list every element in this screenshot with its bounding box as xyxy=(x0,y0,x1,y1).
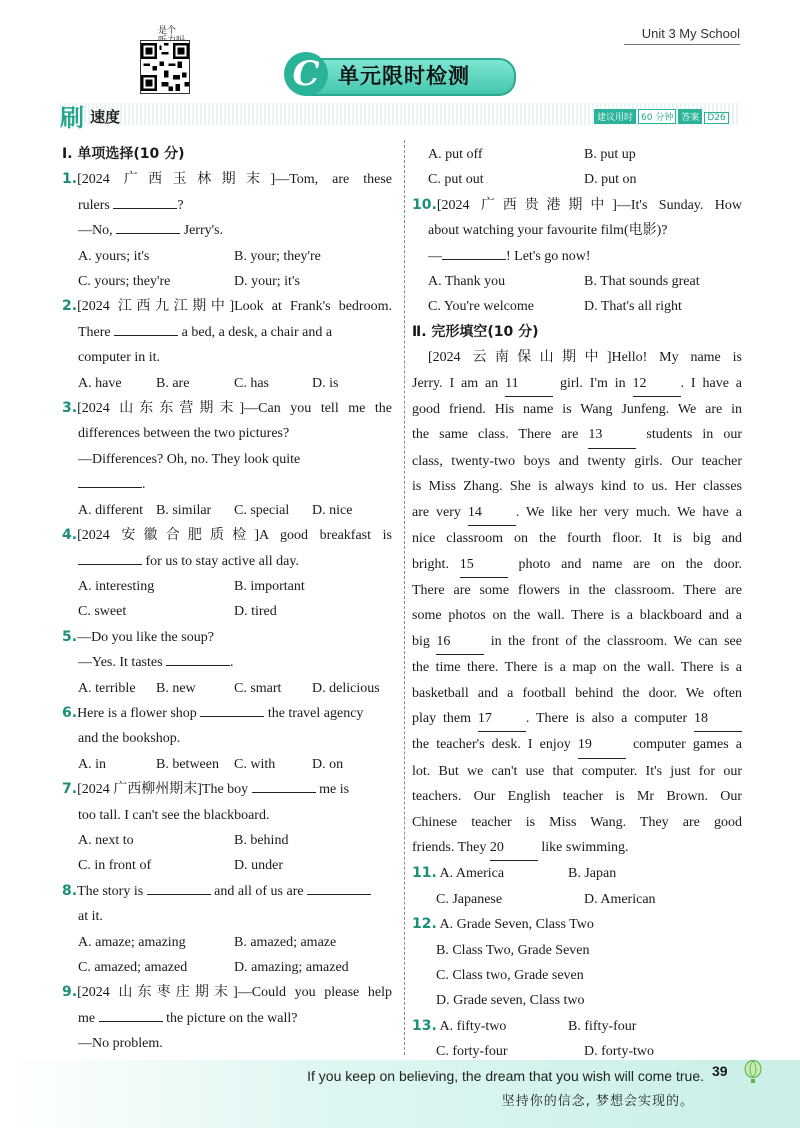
option-a[interactable]: A. in xyxy=(78,756,106,772)
question-7 xyxy=(62,777,392,879)
left-column xyxy=(62,142,392,1057)
question-8 xyxy=(62,879,392,981)
option-d[interactable]: D. under xyxy=(234,858,283,874)
passage-line xyxy=(412,784,742,809)
option-d[interactable]: D. amazing; amazed xyxy=(234,960,349,975)
passage-text: . We like her very much. We have a xyxy=(515,504,742,520)
question-text: —Differences? Oh, no. They look quite xyxy=(78,451,301,467)
option-c[interactable]: C. amazed; amazed xyxy=(78,960,188,975)
passage-line xyxy=(412,578,742,603)
question-text: . xyxy=(230,655,234,671)
option-d[interactable]: D. on xyxy=(312,756,344,772)
passage-line xyxy=(412,629,742,655)
option-b[interactable]: B. behind xyxy=(234,832,289,848)
option-b[interactable]: B. fifty-four xyxy=(568,1018,637,1034)
cloze-blank[interactable]: 19 xyxy=(578,732,626,758)
question-6 xyxy=(62,701,392,777)
answer-blank[interactable] xyxy=(113,194,177,209)
balloon-icon xyxy=(744,1060,762,1084)
option-a[interactable]: A. next to xyxy=(78,832,134,848)
option-b[interactable]: B. put up xyxy=(584,147,636,162)
question-2 xyxy=(62,294,392,396)
question-number: 6. xyxy=(62,704,78,721)
passage-line xyxy=(412,603,742,628)
option-d[interactable]: D. forty-two xyxy=(584,1044,654,1060)
option-d[interactable]: D. Grade seven, Class two xyxy=(436,993,585,1009)
answer-blank[interactable] xyxy=(78,473,142,488)
question-text: about watching your favourite film(电影)? xyxy=(428,223,668,239)
page-number: 39 xyxy=(712,1063,728,1079)
passage-text: . There is also a computer xyxy=(525,710,694,726)
passage-text: students in our xyxy=(636,427,742,443)
passage-text: big xyxy=(412,633,437,649)
page-title: 单元限时检测 xyxy=(338,64,470,88)
answer-blank[interactable] xyxy=(166,651,230,666)
passage-text: class, twenty-two boys and twenty girls. Our teacher xyxy=(412,453,742,469)
option-c[interactable]: C. yours; they're xyxy=(78,274,171,290)
unit-label: Unit 3 My School xyxy=(641,26,740,41)
passage-line xyxy=(412,371,742,397)
answer-blank[interactable] xyxy=(78,550,142,565)
question-text: —Yes. It tastes xyxy=(78,655,167,671)
footer-quote-en: If you keep on believing, the dream that you wish will come true. xyxy=(307,1068,704,1084)
passage-line xyxy=(412,759,742,784)
passage-line xyxy=(412,732,742,758)
qr-code-icon[interactable] xyxy=(140,40,190,94)
option-d[interactable]: D. nice xyxy=(312,502,353,518)
cloze-blank[interactable]: 13 xyxy=(588,422,636,448)
passage-text: are very xyxy=(412,504,468,520)
question-text: computer in it. xyxy=(78,350,161,366)
answer-blank[interactable] xyxy=(200,702,264,717)
passage-text: is Miss Zhang. She is always kind to us. Her classes xyxy=(412,479,742,495)
option-c[interactable]: C. special xyxy=(234,502,290,518)
speed-label-big: 刷 xyxy=(60,104,84,132)
option-b[interactable]: B. important xyxy=(234,578,305,594)
qr-caption-line: 是个 xyxy=(158,26,177,36)
option-d[interactable]: D. delicious xyxy=(312,680,380,696)
option-c[interactable]: C. You're welcome xyxy=(428,299,534,315)
section-heading: Ⅰ. 单项选择(10 分) xyxy=(62,146,185,162)
option-d[interactable]: D. is xyxy=(312,375,339,391)
question-text: ! Let's go now! xyxy=(506,248,591,264)
option-c[interactable]: C. Class two, Grade seven xyxy=(436,968,584,983)
answer-blank[interactable] xyxy=(99,1007,163,1022)
passage-text: . I have a xyxy=(680,375,743,391)
option-a[interactable]: A. put off xyxy=(428,147,483,162)
passage-text: the time there. There is a map on the wall. There is a xyxy=(412,660,742,676)
question-text: Jerry's. xyxy=(180,223,224,239)
passage-text: computer games a xyxy=(625,737,742,753)
cloze-blank[interactable]: 18 xyxy=(694,706,742,732)
right-column xyxy=(412,142,742,1065)
passage-text: play them xyxy=(412,710,478,726)
question-text: differences between the two pictures? xyxy=(78,426,290,442)
passage-line xyxy=(412,681,742,706)
option-c[interactable]: C. with xyxy=(234,756,276,772)
question-text: ? xyxy=(177,197,184,213)
option-d[interactable]: D. American xyxy=(584,891,656,907)
option-b[interactable]: B. amazed; amaze xyxy=(234,934,337,950)
passage-text: bright. xyxy=(412,556,460,572)
answer-blank[interactable] xyxy=(252,778,316,793)
cloze-blank[interactable]: 15 xyxy=(460,552,508,578)
passage-line xyxy=(412,449,742,474)
option-b[interactable]: B. new xyxy=(156,680,196,696)
passage-text: basketball and a football behind the door. We often xyxy=(412,685,742,701)
cloze-blank[interactable]: 14 xyxy=(468,500,516,526)
passage-text: lot. But we can't use that computer. It's just for our xyxy=(412,763,742,779)
question-text: too tall. I can't see the blackboard. xyxy=(78,807,270,823)
question-12 xyxy=(412,912,742,1014)
passage-line xyxy=(412,706,742,732)
question-text: — xyxy=(428,248,442,264)
option-b[interactable]: B. your; they're xyxy=(234,248,321,264)
question-text: me xyxy=(78,1010,99,1026)
option-b[interactable]: B. Japan xyxy=(568,866,617,882)
option-d[interactable]: D. put on xyxy=(584,172,637,188)
question-text: [2024 广西贵港期中]—It's Sunday. How xyxy=(436,197,742,213)
passage-text: in the front of the classroom. We can see xyxy=(484,633,742,649)
question-number: 10. xyxy=(412,196,437,213)
cloze-blank[interactable]: 17 xyxy=(478,706,526,732)
option-a[interactable]: A. different xyxy=(78,502,144,518)
cloze-blank[interactable]: 12 xyxy=(633,371,681,397)
option-d[interactable]: D. That's all right xyxy=(584,299,682,315)
passage-line xyxy=(412,526,742,551)
footer-quote-cn: 坚持你的信念, 梦想会实现的。 xyxy=(501,1094,694,1109)
question-text: for us to stay active all day. xyxy=(142,553,299,569)
passage-text: some photos on the wall. There is a blackboard and a xyxy=(412,608,742,624)
question-text: a bed, a desk, a chair and a xyxy=(178,324,333,340)
question-4 xyxy=(62,523,392,625)
question-text: at it. xyxy=(78,909,103,925)
question-text: [2024 安徽合肥质检]A good breakfast is xyxy=(77,528,392,544)
question-number: 1. xyxy=(62,171,78,188)
question-text: There xyxy=(78,324,115,340)
passage-text: There are some flowers in the classroom. There are xyxy=(412,582,742,598)
question-text: [2024 江西九江期中]Look at Frank's bedroom. xyxy=(77,299,392,315)
question-number: 9. xyxy=(62,984,78,1001)
header-divider xyxy=(624,44,740,45)
section-heading: Ⅱ. 完形填空(10 分) xyxy=(412,323,539,340)
option-c[interactable]: C. smart xyxy=(234,680,282,696)
question-3 xyxy=(62,396,392,523)
passage-line xyxy=(412,500,742,526)
time-label: 建议用时 xyxy=(594,109,636,124)
passage-text: girl. I'm in xyxy=(553,375,633,391)
question-text: [2024 广西柳州期末]The boy xyxy=(77,782,252,798)
column-divider xyxy=(404,140,405,1055)
option-a[interactable]: A. America xyxy=(439,866,505,882)
option-a[interactable]: A. Thank you xyxy=(428,274,506,290)
question-number: 8. xyxy=(62,882,78,899)
question-10 xyxy=(412,193,742,320)
question-text: The story is xyxy=(77,883,147,899)
answer-blank[interactable] xyxy=(114,321,178,336)
option-b[interactable]: B. similar xyxy=(156,502,212,518)
passage-line xyxy=(412,810,742,835)
option-b[interactable]: B. That sounds great xyxy=(584,274,700,290)
question-number: 13. xyxy=(412,1017,437,1034)
answer-label: 答案 xyxy=(678,109,702,124)
option-a[interactable]: A. yours; it's xyxy=(78,248,150,264)
option-a[interactable]: A. amaze; amazing xyxy=(78,934,186,950)
question-text: and the bookshop. xyxy=(78,731,181,747)
time-value: 60 分钟 xyxy=(638,109,676,124)
speed-label-small: 速度 xyxy=(90,108,121,126)
option-a[interactable]: A. interesting xyxy=(78,578,155,594)
question-text: the picture on the wall? xyxy=(162,1010,298,1026)
question-text: —Do you like the soup? xyxy=(77,629,214,645)
question-number: 4. xyxy=(62,527,78,544)
question-1 xyxy=(62,167,392,294)
question-text: [2024 山东东营期末]—Can you tell me the xyxy=(77,401,392,417)
passage-text: good friend. His name is Wang Junfeng. We are in xyxy=(412,402,742,418)
question-text: . xyxy=(142,477,146,493)
question-text: and all of us are xyxy=(210,883,308,899)
question-text: —No problem. xyxy=(78,1036,163,1052)
question-number: 7. xyxy=(62,781,78,798)
passage-line xyxy=(412,552,742,578)
option-c[interactable]: C. forty-four xyxy=(436,1044,508,1060)
question-5 xyxy=(62,625,392,701)
question-13 xyxy=(412,1014,742,1065)
option-b[interactable]: B. are xyxy=(156,375,190,391)
cloze-blank[interactable]: 11 xyxy=(505,371,553,397)
option-a[interactable]: A. fifty-two xyxy=(439,1018,507,1034)
option-a[interactable]: A. Grade Seven, Class Two xyxy=(439,917,594,933)
option-c[interactable]: C. put out xyxy=(428,172,484,188)
option-b[interactable]: B. Class Two, Grade Seven xyxy=(436,942,590,958)
question-text: —No, xyxy=(78,223,117,239)
passage-line xyxy=(412,835,742,861)
passage-line xyxy=(412,655,742,680)
answer-blank[interactable] xyxy=(442,245,506,260)
question-number: 3. xyxy=(62,400,78,417)
option-a[interactable]: A. terrible xyxy=(78,680,136,696)
answer-blank[interactable] xyxy=(147,880,211,895)
question-number: 11. xyxy=(412,865,437,882)
option-d[interactable]: D. your; it's xyxy=(234,274,300,290)
passage-line xyxy=(412,474,742,499)
passage-text: the teacher's desk. I enjoy xyxy=(412,737,578,753)
question-text: rulers xyxy=(78,197,114,213)
cloze-blank[interactable]: 16 xyxy=(436,629,484,655)
question-number: 2. xyxy=(62,298,78,315)
answer-blank[interactable] xyxy=(116,219,180,234)
passage-text: like swimming. xyxy=(537,839,629,855)
passage-text: teachers. Our English teacher is Mr Brown. Our xyxy=(412,789,742,805)
time-info xyxy=(594,109,731,124)
passage-text: photo and name are on the door. xyxy=(507,556,742,572)
cloze-blank[interactable]: 20 xyxy=(490,835,538,861)
option-c[interactable]: C. has xyxy=(234,375,269,391)
passage-line xyxy=(412,397,742,422)
passage-text: the same class. There are xyxy=(412,427,589,443)
question-text: the travel agency xyxy=(264,705,364,721)
banner-letter: C xyxy=(284,52,328,96)
option-c[interactable]: C. in front of xyxy=(78,858,152,874)
passage-text: Jerry. I am an xyxy=(412,375,506,391)
passage-text: Chinese teacher is Miss Wang. They are good xyxy=(412,814,742,830)
option-b[interactable]: B. between xyxy=(156,756,219,772)
option-d[interactable]: D. tired xyxy=(234,604,277,620)
option-a[interactable]: A. have xyxy=(78,375,122,391)
passage-text: [2024 云南保山期中]Hello! My name is xyxy=(428,350,742,366)
option-c[interactable]: C. sweet xyxy=(78,604,127,620)
question-text: [2024 山东枣庄期末]—Could you please help xyxy=(77,985,392,1001)
passage-text: friends. They xyxy=(412,839,490,855)
question-number: 12. xyxy=(412,916,437,933)
passage-line xyxy=(412,345,742,370)
question-11 xyxy=(412,861,742,912)
passage-text: nice classroom on the fourth floor. It is big and xyxy=(412,531,742,547)
question-number: 5. xyxy=(62,628,78,645)
question-text: me is xyxy=(315,782,350,798)
passage-line xyxy=(412,422,742,448)
answer-blank[interactable] xyxy=(307,880,371,895)
question-text: [2024 广西玉林期末]—Tom, are these xyxy=(77,172,392,188)
cloze-passage xyxy=(412,345,742,861)
question-9 xyxy=(62,980,392,1056)
question-text: Here is a flower shop xyxy=(77,705,201,721)
answer-page: D26 xyxy=(704,112,728,124)
option-c[interactable]: C. Japanese xyxy=(436,891,503,907)
